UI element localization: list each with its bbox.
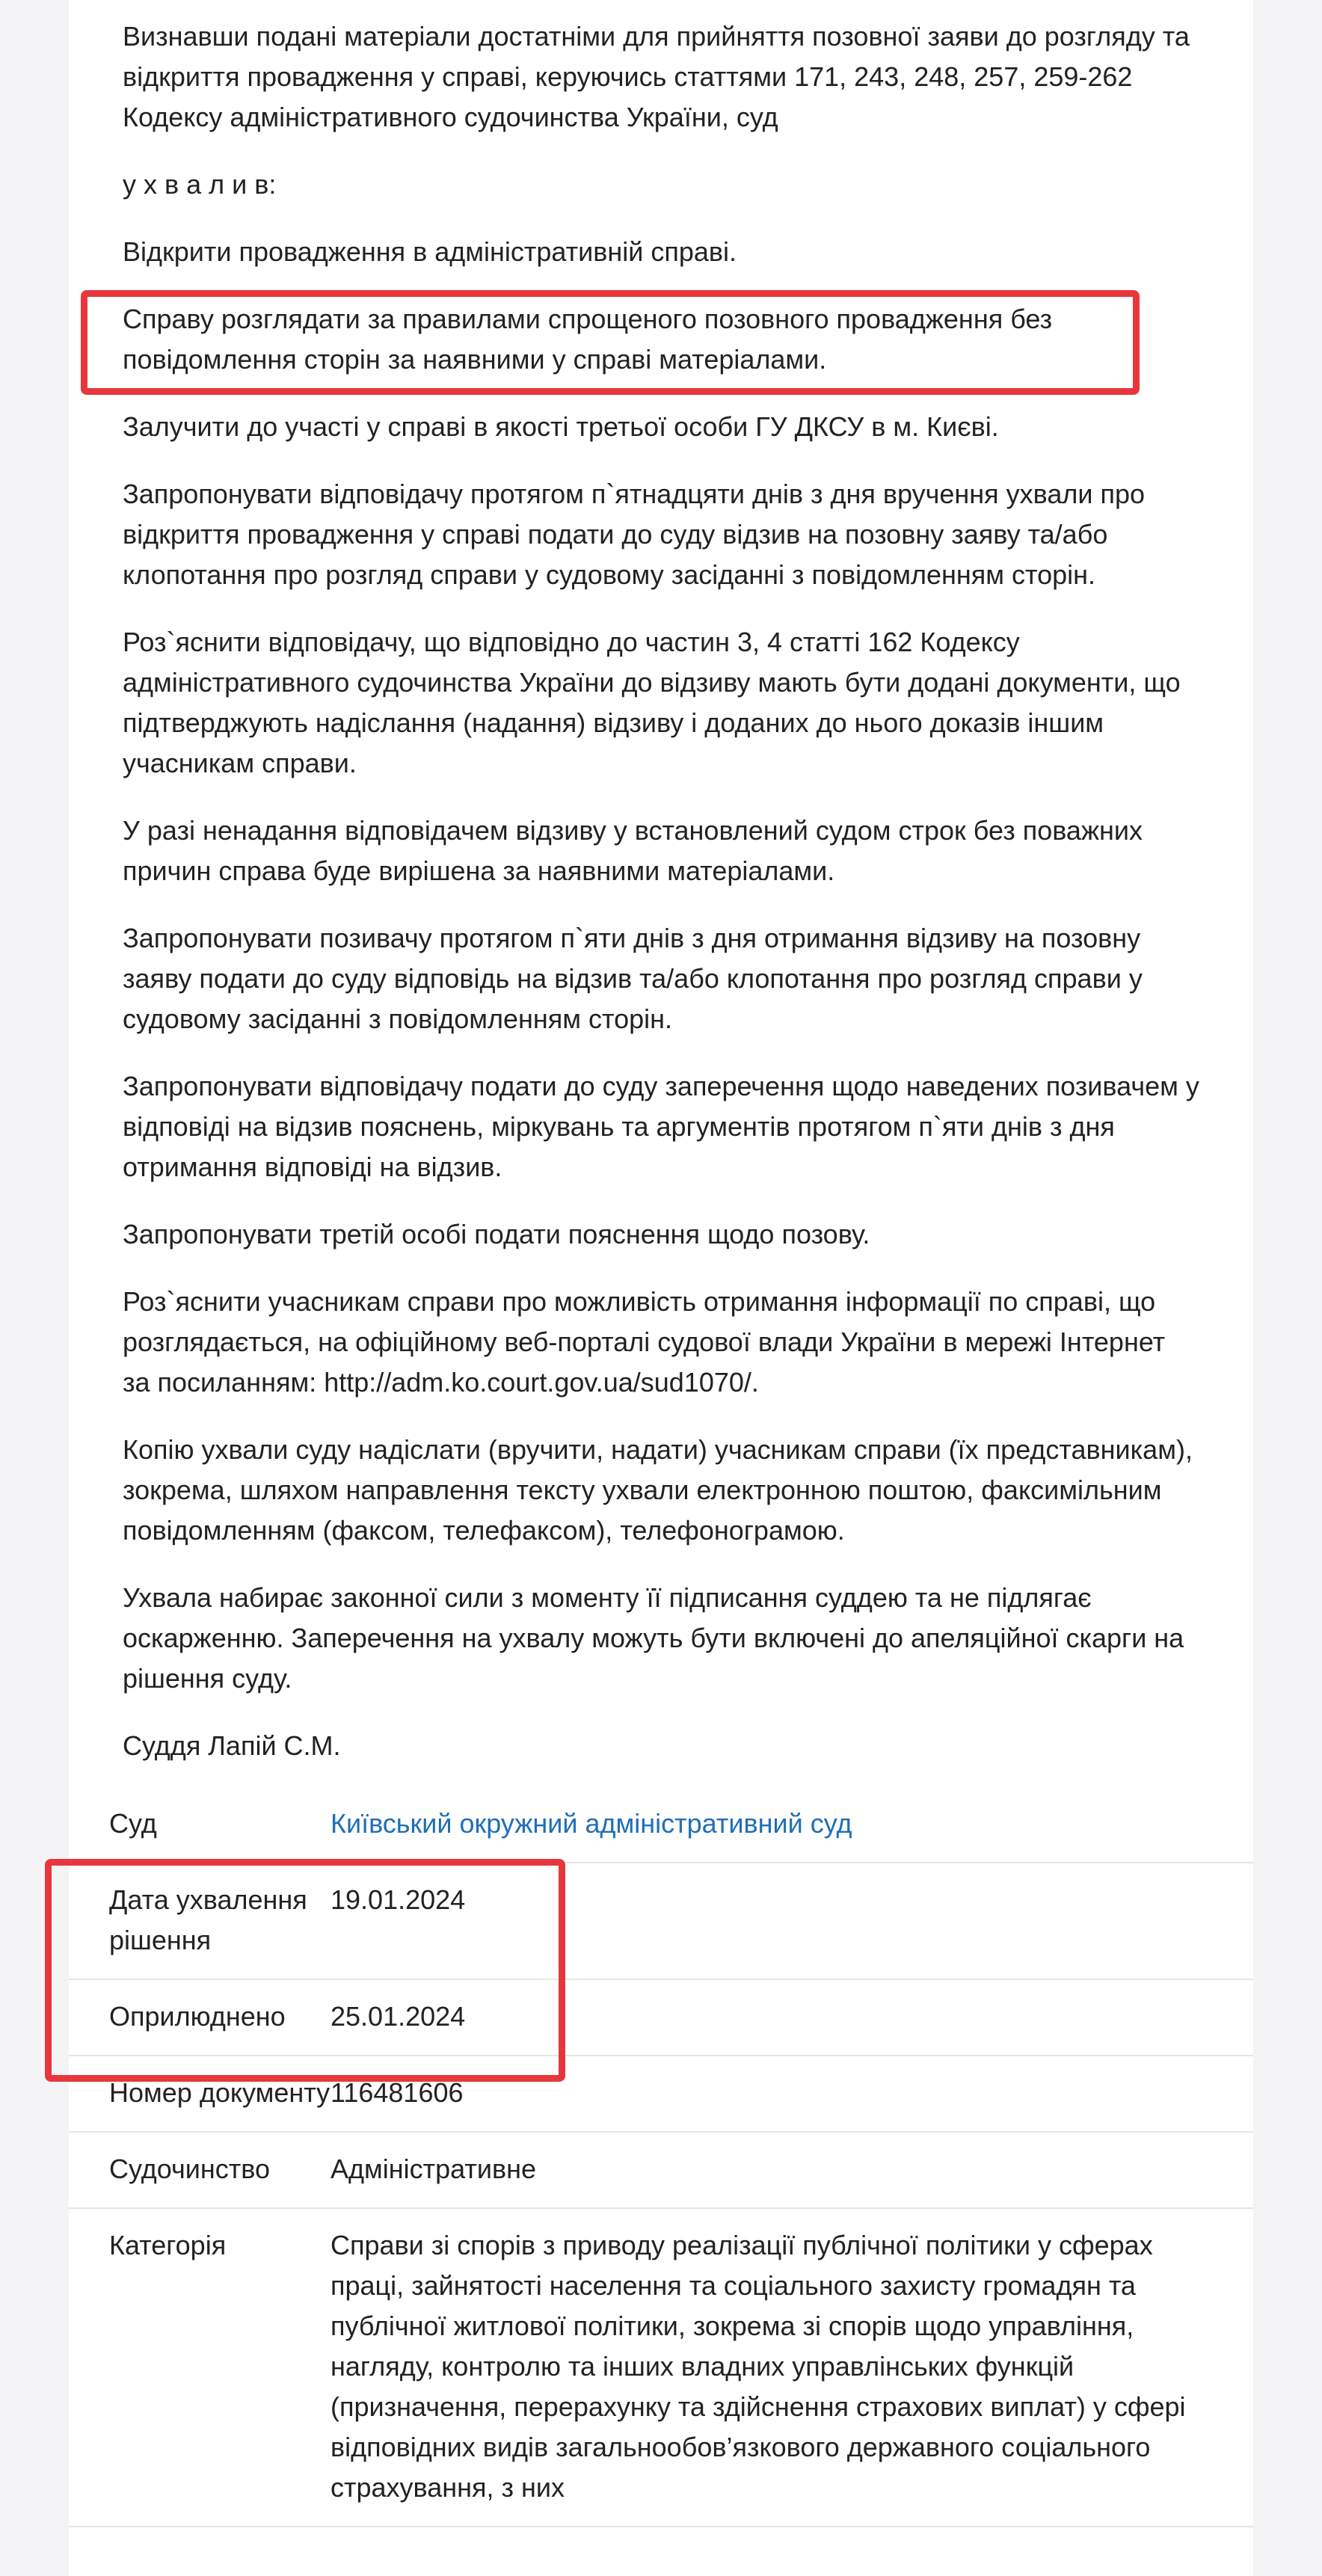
meta-value-document-number: 116481606 bbox=[330, 2077, 464, 2108]
meta-value-category: Справи зі спорів з приводу реалізації публічної політики у сферах праці, зайнятості населення та соціального захисту громадян та публічної житлової політики, зокрема зі спорів щодо управління, нагляду, контролю та інших владних управлінських функцій (призначення, перерахунку та здійснення страхових виплат) у сфері відповідних видів загальнообов’язкового державного соціального страхування, з них bbox=[330, 2230, 1186, 2503]
meta-label-decision-date: Дата ухвалення рішення bbox=[109, 1884, 307, 1955]
paragraph-third-party: Залучити до участі у справі в якості третьої особи ГУ ДКСУ в м. Києві. bbox=[123, 411, 999, 442]
paragraph-info-portal: Роз`яснити учасникам справи про можливість отримання інформації по справі, що розглядається, на офіційному веб-порталі судової влади України в мережі Інтернет за посиланням: http://adm.ko.court.gov.ua/sud1070/. bbox=[123, 1286, 1166, 1398]
paragraph-explain-defendant: Роз`яснити відповідачу, що відповідно до частин 3, 4 статті 162 Кодексу адміністративного судочинства України до відзиву мають бути додані документи, що підтверджують надіслання (надання) відзиву і доданих до нього доказів іншим учасникам справи. bbox=[123, 627, 1181, 778]
document-body bbox=[123, 16, 1199, 1793]
paragraph-plaintiff-reply: Запропонувати позивачу протягом п`яти днів з дня отримання відзиву на позовну заяву подати до суду відповідь на відзив та/або клопотання про розгляд справи у судовому засіданні з повідомленням сторін. bbox=[123, 923, 1143, 1034]
highlight-box-procedure bbox=[81, 290, 1140, 395]
meta-value-jurisdiction: Адміністративне bbox=[330, 2154, 537, 2184]
meta-row-court bbox=[69, 1787, 1253, 1863]
paragraph-defendant-response: Запропонувати відповідачу протягом п`ятнадцяти днів з дня вручення ухвали про відкриття провадження у справі подати до суду відзив на позовну заяву та/або клопотання про розгляд справи у судовому засіданні з повідомленням сторін. bbox=[123, 479, 1146, 590]
meta-label-document-number: Номер документу bbox=[109, 2077, 330, 2108]
meta-label-published: Оприлюднено bbox=[109, 2001, 286, 2032]
meta-row-jurisdiction bbox=[69, 2133, 1253, 2209]
paragraph-open-proceedings: Відкрити провадження в адміністративній справі. bbox=[123, 236, 737, 267]
paragraph-third-party-explanation: Запропонувати третій особі подати пояснення щодо позову. bbox=[123, 1219, 870, 1249]
meta-row-category bbox=[69, 2209, 1253, 2527]
paragraph-defendant-objection: Запропонувати відповідачу подати до суду заперечення щодо наведених позивачем у відповіді на відзив пояснень, міркувань та аргументів протягом п`яти днів з дня отримання відповіді на відзив. bbox=[123, 1071, 1199, 1182]
paragraph-decided: у х в а л и в: bbox=[123, 169, 277, 200]
paragraph-no-response: У разі ненадання відповідачем відзиву у встановлений судом строк без поважних причин справа буде вирішена за наявними матеріалами. bbox=[123, 815, 1143, 886]
paragraph-judge: Суддя Лапій С.М. bbox=[123, 1730, 341, 1761]
meta-label-jurisdiction: Судочинство bbox=[109, 2154, 271, 2184]
meta-label-category: Категорія bbox=[109, 2230, 227, 2260]
highlight-box-dates bbox=[45, 1859, 565, 2082]
meta-label-court: Суд bbox=[109, 1808, 157, 1839]
paragraph-grounds: Визнавши подані матеріали достатніми для прийняття позовної заяви до розгляду та відкриття провадження у справі, керуючись статтями 171, 243, 248, 257, 259-262 Кодексу адміністративного судочинства України, суд bbox=[123, 21, 1190, 132]
meta-value-decision-date: 19.01.2024 bbox=[330, 1884, 466, 1915]
court-link[interactable]: Київський окружний адміністративний суд bbox=[330, 1808, 852, 1839]
paragraph-legal-force: Ухвала набирає законної сили з моменту її підписання суддею та не підлягає оскарженню. Заперечення на ухвалу можуть бути включені до апеляційної скарги на рішення суду. bbox=[123, 1582, 1184, 1694]
meta-value-published: 25.01.2024 bbox=[330, 2001, 466, 2032]
paragraph-simplified-procedure: Справу розглядати за правилами спрощеного позовного провадження без повідомлення сторін за наявними у справі матеріалами. bbox=[123, 304, 1053, 375]
paragraph-send-copy: Копію ухвали суду надіслати (вручити, надати) учасникам справи (їх представникам), зокрема, шляхом направлення тексту ухвали електронною поштою, факсимільним повідомленням (факсом, телефаксом), телефонограмою. bbox=[123, 1434, 1193, 1546]
